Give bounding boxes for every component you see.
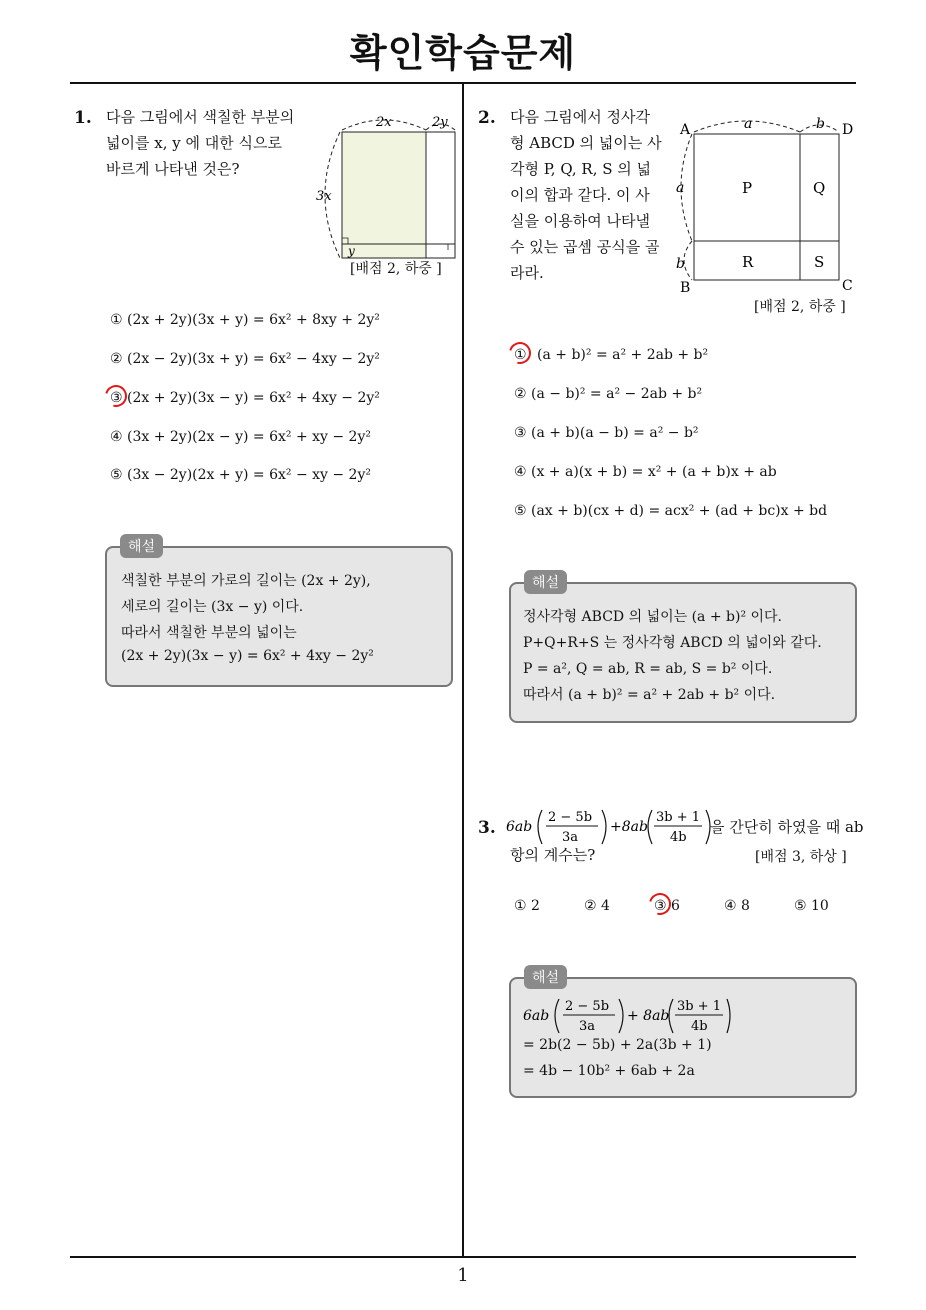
q1-text	[106, 104, 306, 182]
q2-solution-line: 따라서 (a + b)² = a² + 2ab + b² 이다.	[523, 687, 776, 703]
q1-number: 1.	[74, 108, 92, 128]
q2-text-line: 실을 이용하여 나타낼	[510, 212, 650, 230]
q1-option-2[interactable]: ② (2x − 2y)(3x + y) = 6x² − 4xy − 2y²	[110, 351, 380, 367]
q1-solution-line: (2x + 2y)(3x − y) = 6x² + 4xy − 2y²	[121, 648, 374, 664]
q1-label-3x: 3x	[316, 189, 332, 204]
column-divider	[462, 82, 464, 1258]
q2-label-b-top: b	[816, 116, 825, 132]
q2-option-5[interactable]: ⑤ (ax + b)(cx + d) = acx² + (ad + bc)x + bd	[514, 503, 828, 519]
q3-frac1-num: 2 − 5b	[548, 810, 593, 825]
q1-option-5[interactable]: ⑤ (3x − 2y)(2x + y) = 6x² − xy − 2y²	[110, 467, 371, 483]
q3-frac2-num: 3b + 1	[656, 810, 701, 825]
q2-answer-circle	[505, 338, 535, 368]
q2-vertex-b: B	[680, 280, 691, 296]
q3-option-1[interactable]: ① 2	[514, 898, 540, 914]
q1-text-line: 바르게 나타낸 것은?	[106, 160, 240, 178]
q2-text-line: 형 ABCD 의 넓이는 사	[510, 134, 662, 152]
q1-shaded-region	[342, 132, 426, 258]
q3-solution-box	[509, 977, 857, 1098]
q1-figure	[310, 110, 460, 270]
q1-answer-circle	[101, 381, 131, 411]
q2-solution-box	[509, 582, 857, 723]
q2-label-b-left: b	[676, 256, 685, 272]
q3-meta: [배점 3, 하상 ]	[755, 849, 847, 865]
q2-option-4[interactable]: ④ (x + a)(x + b) = x² + (a + b)x + ab	[514, 464, 777, 480]
q2-text-line: 각형 P, Q, R, S 의 넓	[510, 160, 652, 178]
page-title: 확인학습문제	[349, 31, 577, 75]
q1-meta: [배점 2, 하중 ]	[350, 261, 442, 277]
q3-term-8ab: +8ab	[610, 819, 648, 835]
q2-option-1-mark: ①	[514, 347, 527, 363]
q2-option-2[interactable]: ② (a − b)² = a² − 2ab + b²	[514, 386, 703, 402]
q3-answer-circle	[645, 889, 675, 919]
q3-option-5[interactable]: ⑤ 10	[794, 898, 829, 914]
q2-vertex-d: D	[842, 122, 854, 138]
q3-frac1-den: 3a	[562, 830, 579, 845]
q3-solution-line: = 4b − 10b² + 6ab + 2a	[523, 1063, 695, 1079]
q2-vertex-c: C	[842, 278, 853, 294]
q3-sol-frac2-den: 4b	[691, 1019, 708, 1034]
q2-text-line: 이의 합과 같다. 이 사	[510, 186, 650, 204]
q2-option-3[interactable]: ③ (a + b)(a − b) = a² − b²	[514, 425, 699, 441]
q2-region-r: R	[742, 253, 754, 271]
q1-text-line: 다음 그림에서 색칠한 부분의	[106, 108, 295, 126]
page-number: 1	[457, 1265, 469, 1286]
q2-text-line: 라라.	[510, 264, 544, 282]
q3-solution-line: = 2b(2 − 5b) + 2a(3b + 1)	[523, 1037, 712, 1053]
q3-text-line2: 항의 계수는?	[510, 846, 596, 864]
q2-number: 2.	[478, 108, 496, 128]
q2-option-1[interactable]	[514, 347, 708, 363]
q3-term-6ab: 6ab	[506, 819, 533, 835]
q2-solution-tag: 해설	[524, 570, 567, 594]
q2-solution-line: 정사각형 ABCD 의 넓이는 (a + b)² 이다.	[523, 609, 783, 625]
q1-solution-line: 따라서 색칠한 부분의 넓이는	[121, 625, 297, 641]
q2-figure	[668, 110, 858, 300]
q1-solution-line: 색칠한 부분의 가로의 길이는 (2x + 2y),	[121, 573, 371, 589]
q3-option-4[interactable]: ④ 8	[724, 898, 750, 914]
q2-region-s: S	[814, 253, 825, 271]
q2-region-q: Q	[813, 179, 826, 197]
q3-text-tail: 을 간단히 하였을 때 ab	[710, 818, 864, 836]
q1-solution-box	[105, 546, 453, 687]
q3-option-2[interactable]: ② 4	[584, 898, 610, 914]
q1-label-y: y	[348, 244, 355, 258]
q1-option-3[interactable]: ③ (2x + 2y)(3x − y) = 6x² + 4xy − 2y²	[110, 390, 380, 406]
q3-frac2-den: 4b	[670, 830, 687, 845]
q2-vertex-a: A	[680, 122, 691, 138]
q1-option-1[interactable]: ① (2x + 2y)(3x + y) = 6x² + 8xy + 2y²	[110, 312, 380, 328]
q2-region-p: P	[742, 179, 753, 197]
q2-text	[510, 104, 680, 286]
q3-sol-term-8ab: + 8ab	[627, 1008, 670, 1024]
q2-solution-line: P+Q+R+S 는 정사각형 ABCD 의 넓이와 같다.	[523, 635, 822, 651]
q3-sol-frac1-num: 2 − 5b	[565, 999, 610, 1014]
q1-solution-tag: 해설	[120, 534, 163, 558]
q2-label-a-left: a	[676, 180, 685, 196]
q1-label-2x: 2x	[376, 115, 392, 130]
bottom-rule	[70, 1256, 856, 1258]
q2-text-line: 수 있는 곱셈 공식을 골	[510, 238, 660, 256]
q3-sol-frac2-num: 3b + 1	[677, 999, 722, 1014]
q1-text-line: 넓이를 x, y 에 대한 식으로	[106, 134, 282, 152]
q3-sol-frac1-den: 3a	[579, 1019, 596, 1034]
q3-solution-tag: 해설	[524, 965, 567, 989]
q2-text-line: 다음 그림에서 정사각	[510, 108, 650, 126]
q2-label-a-top: a	[744, 116, 753, 132]
q3-sol-term-6ab: 6ab	[523, 1008, 550, 1024]
q3-number: 3.	[478, 818, 496, 838]
q2-solution-line: P = a², Q = ab, R = ab, S = b² 이다.	[523, 661, 773, 677]
q1-option-4[interactable]: ④ (3x + 2y)(2x − y) = 6x² + xy − 2y²	[110, 429, 371, 445]
q1-label-2y: 2y	[432, 115, 448, 130]
q3-option-3[interactable]: ③ 6	[654, 898, 680, 914]
q2-option-1-text: (a + b)² = a² + 2ab + b²	[537, 347, 709, 363]
q1-solution-line: 세로의 길이는 (3x − y) 이다.	[121, 599, 304, 615]
q2-meta: [배점 2, 하중 ]	[754, 299, 846, 315]
q3-solution-expression	[523, 993, 733, 1037]
